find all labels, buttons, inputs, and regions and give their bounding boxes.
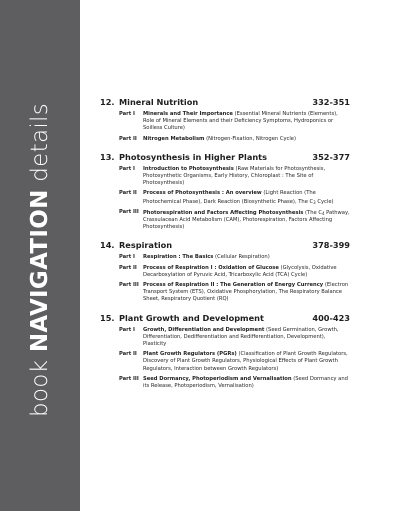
part-description-cont: Cycle) — [315, 198, 334, 205]
chapter-heading[interactable] — [100, 240, 350, 250]
part-entry — [100, 351, 350, 373]
chapter-heading[interactable] — [100, 313, 350, 323]
chapter-pages: 378-399 — [312, 240, 350, 251]
part-description: (Light Reaction (The Photochemical Phase), Dark Reaction (Biosynthetic Phase), The C — [143, 190, 316, 205]
part-title: Plant Growth Regulators (PGRs) — [143, 351, 237, 358]
sidebar-text-details: details — [27, 102, 53, 190]
chapter — [100, 97, 350, 143]
part-label: Part I — [119, 326, 135, 333]
part-entry — [100, 209, 350, 232]
part-title: Respiration : The Basics — [143, 254, 214, 261]
part-description: (Nitrogen-Fixation, Nitrogen Cycle) — [204, 135, 297, 142]
part-body — [143, 209, 350, 232]
part-title: Process of Respiration I : Oxidation of Glucose — [143, 264, 279, 271]
chapter-list — [100, 97, 350, 399]
sidebar-text-navigation: NAVIGATION — [27, 189, 53, 353]
part-entry — [100, 136, 350, 143]
sidebar-text-book: book — [27, 352, 53, 418]
sidebar-title — [27, 103, 53, 417]
chapter-title: Plant Growth and Development — [119, 312, 264, 323]
chapter — [100, 240, 350, 303]
part-entry — [100, 265, 350, 279]
part-body — [143, 327, 350, 349]
chapter-pages: 400-423 — [312, 312, 350, 323]
part-label: Part III — [119, 375, 139, 382]
part-label: Part I — [119, 254, 135, 261]
part-label: Part II — [119, 135, 137, 142]
part-title: Introduction to Photosynthesis — [143, 165, 234, 172]
part-body — [143, 282, 350, 304]
part-title: Photorespiration and Factors Affecting Photosynthesis — [143, 209, 304, 216]
chapter — [100, 152, 350, 232]
part-body — [143, 376, 350, 390]
part-label: Part III — [119, 282, 139, 289]
part-label: Part III — [119, 208, 139, 215]
part-body — [143, 265, 350, 279]
chapter-number: 14. — [100, 240, 115, 251]
part-description-cont: Pathway, Crassulacean Acid Metabolism (CAM), Photorespiration, Factors Affecting Photosynthesis) — [143, 209, 350, 231]
part-label: Part I — [119, 165, 135, 172]
part-description: (Seed Dormancy and its Release, Photoperiodism, Vernalisation) — [143, 375, 348, 390]
part-body — [143, 136, 350, 143]
part-description: (Glycolysis, Oxidative Decarboxylation of Pyruvic Acid, Tricarboxylic Acid (TCA) Cycle) — [143, 264, 337, 278]
part-description: (Essential Mineral Nutrients (Elements), Role of Mineral Elements and their Deficiency Symptoms, Hydroponics or Soilless Culture) — [143, 111, 338, 132]
chapter-number: 12. — [100, 97, 115, 107]
chapter-pages: 332-351 — [312, 97, 350, 107]
part-entry — [100, 376, 350, 390]
part-description: (Electron Transport System (ETS), Oxidative Phosphorylation, The Respiratory Balance Sheet, Respiratory Quotient (RQ) — [143, 282, 349, 303]
part-body — [143, 111, 350, 133]
part-label: Part II — [119, 190, 137, 197]
part-label: Part I — [119, 111, 135, 117]
part-title: Process of Respiration II : The Generation of Energy Currency — [143, 282, 324, 289]
chapter — [100, 313, 350, 391]
part-body — [143, 166, 350, 188]
part-title: Process of Photosynthesis : An overview — [143, 190, 262, 197]
part-description: (Classification of Plant Growth Regulators, Discovery of Plant Growth Regulators, Physiological Effects of Plant Growth Regulators, Interaction between Growth Regulators) — [143, 351, 348, 372]
chapter-heading[interactable] — [100, 97, 350, 107]
part-label: Part II — [119, 351, 137, 358]
chapter-heading[interactable] — [100, 152, 350, 162]
part-subscript: 3 — [313, 200, 316, 206]
part-description: (Seed Germination, Growth, Differentiation, Dedifferentiation and Redifferentiation, Development), Plasticity — [143, 326, 339, 348]
part-subscript: 4 — [321, 211, 325, 217]
part-entry — [100, 111, 350, 133]
part-body — [143, 351, 350, 373]
part-entry — [100, 190, 350, 205]
part-description: (The C — [303, 209, 322, 216]
part-body — [143, 254, 350, 261]
part-title: Minerals and Their Importance — [143, 111, 233, 117]
part-title: Nitrogen Metabolism — [143, 135, 205, 142]
sidebar-band — [0, 0, 80, 511]
chapter-title: Photosynthesis in Higher Plants — [119, 151, 267, 162]
chapter-number: 15. — [100, 312, 115, 323]
part-entry — [100, 327, 350, 349]
chapter-title: Mineral Nutrition — [119, 97, 199, 107]
chapter-pages: 352-377 — [312, 151, 350, 162]
part-label: Part II — [119, 264, 137, 271]
part-title: Growth, Differentiation and Development — [143, 326, 265, 333]
chapter-number: 13. — [100, 151, 115, 162]
part-description: (Raw Materials for Photosynthesis, Photosynthetic Organisms, Early History, Chloroplast : The Site of Photosynthesis) — [143, 165, 326, 187]
part-entry — [100, 254, 350, 261]
chapter-title: Respiration — [119, 240, 173, 251]
part-entry — [100, 166, 350, 188]
part-description: (Cellular Respiration) — [213, 254, 270, 261]
part-entry — [100, 282, 350, 304]
part-body — [143, 190, 350, 205]
part-title: Seed Dormancy, Photoperiodism and Vernalisation — [143, 375, 292, 382]
